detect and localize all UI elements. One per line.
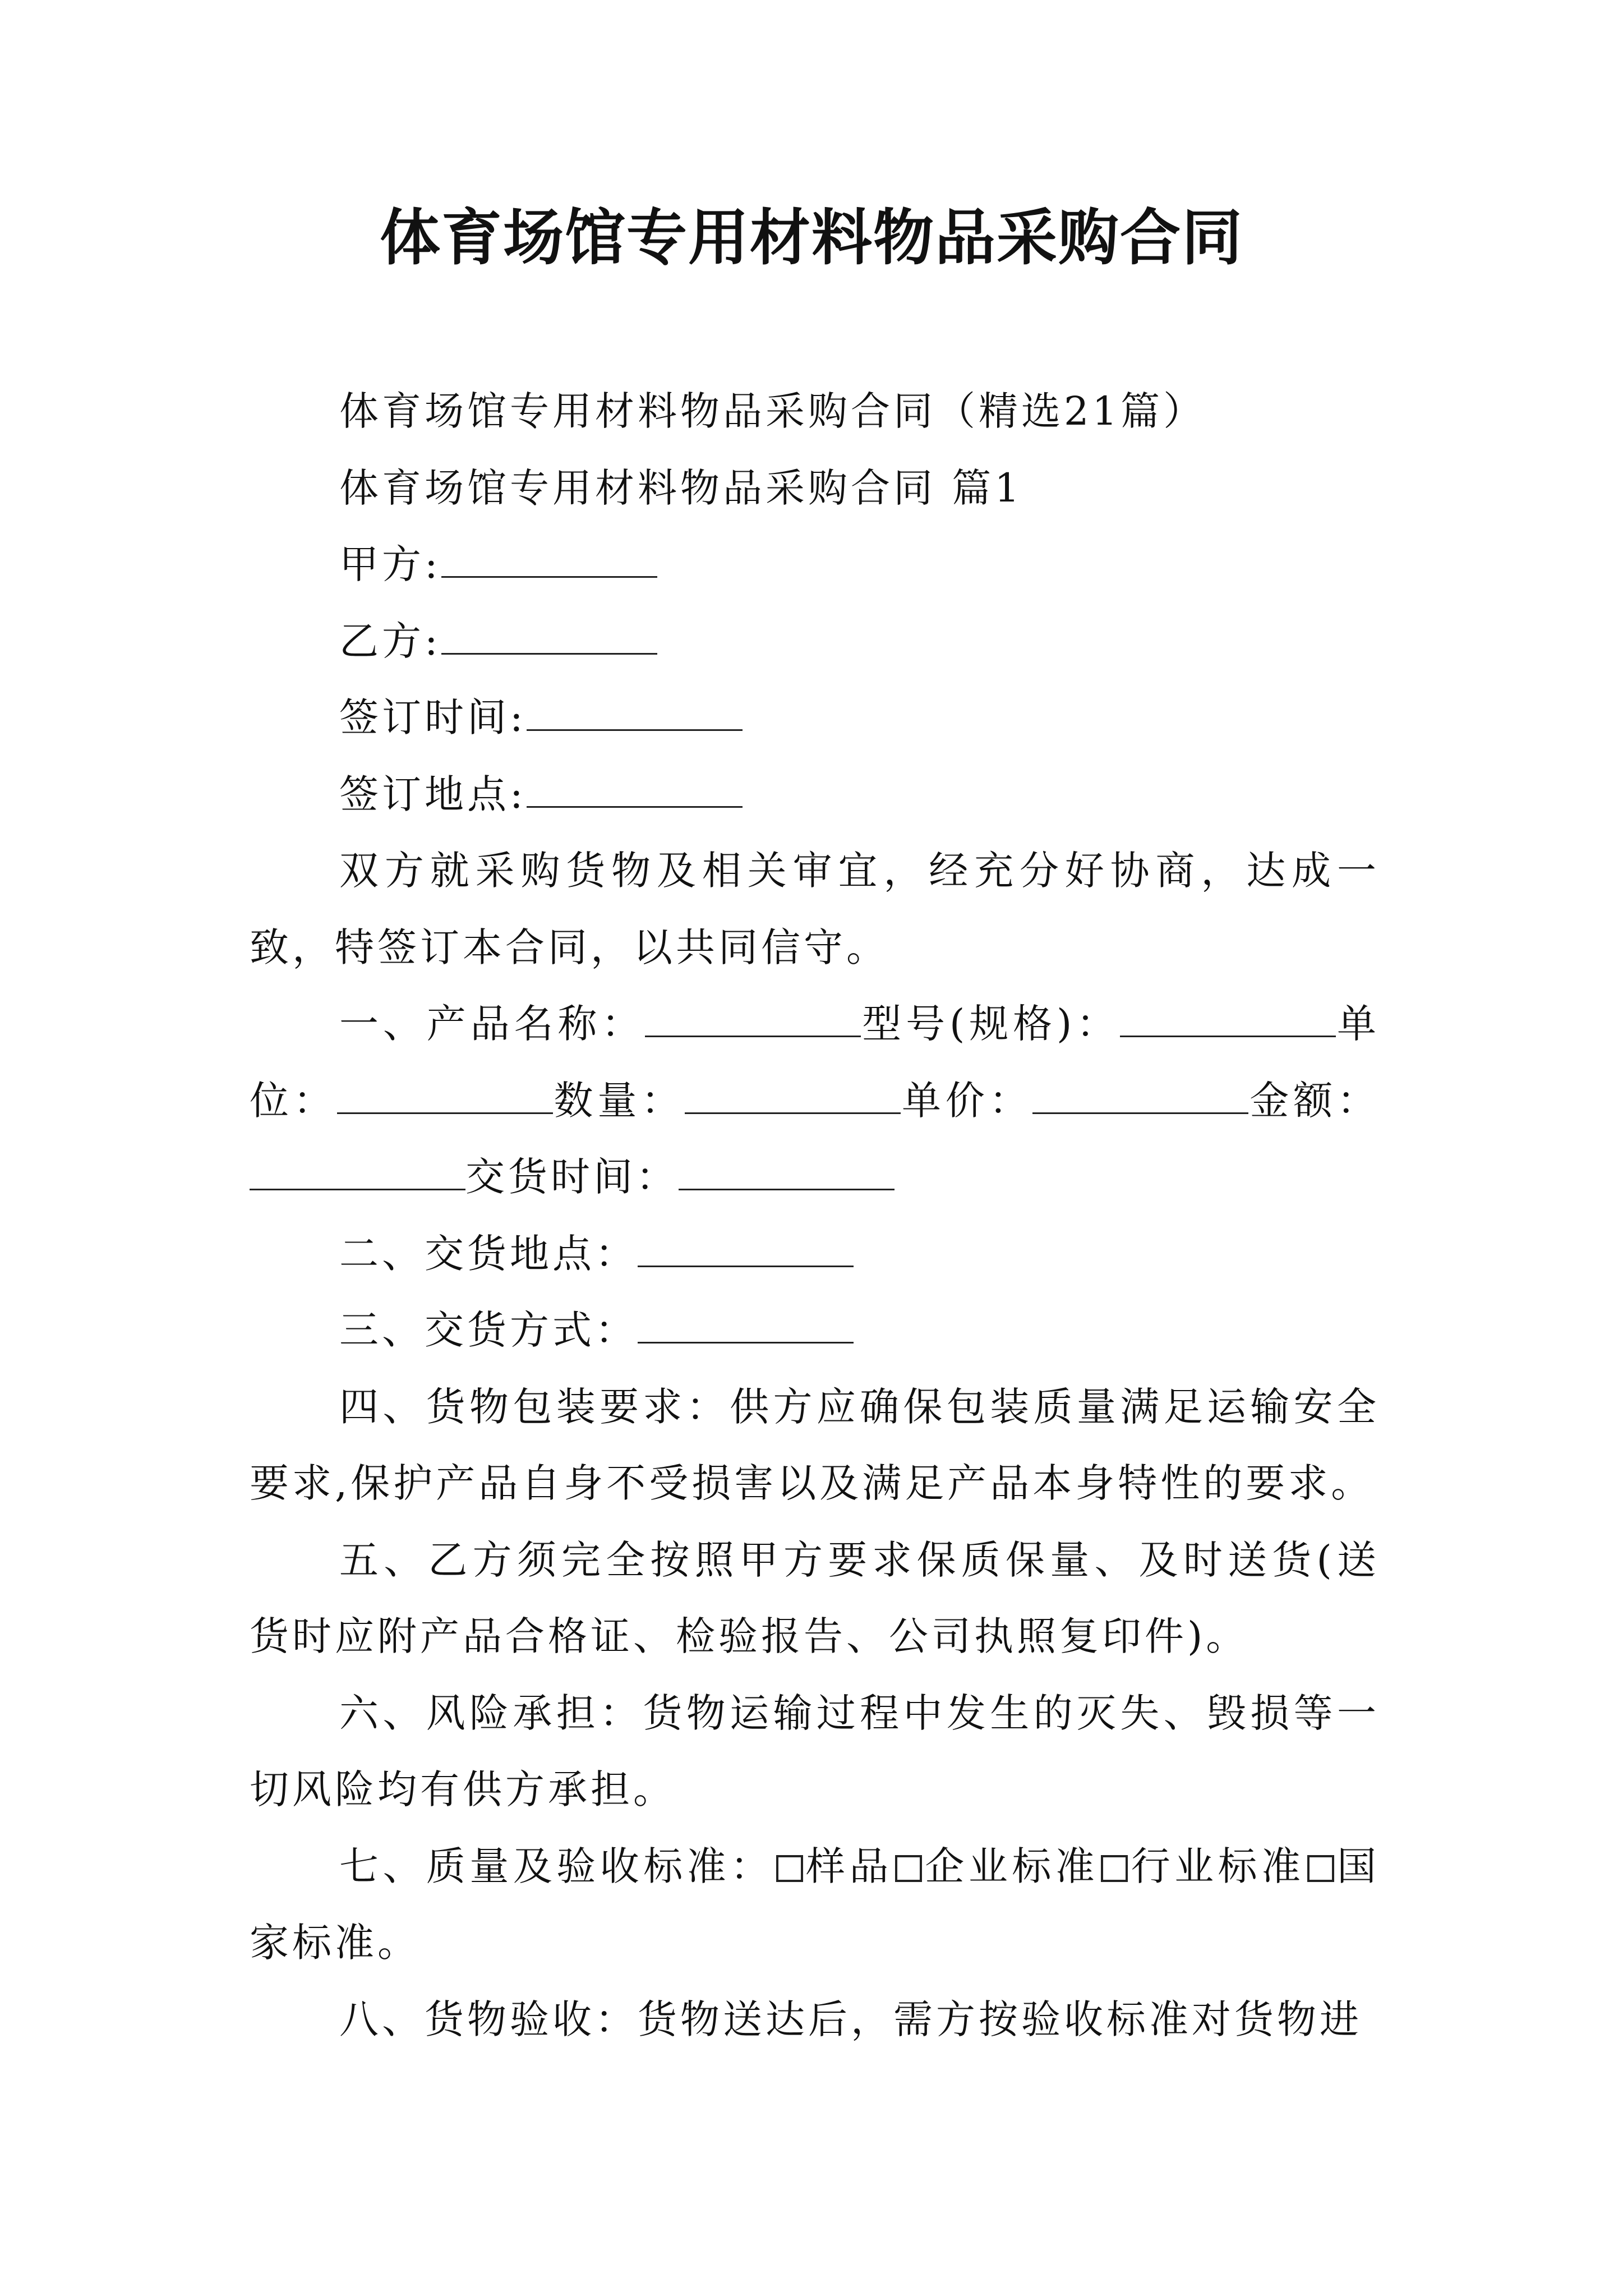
model-blank — [1120, 1003, 1336, 1037]
clause-6-paragraph: 六、风险承担：货物运输过程中发生的灭失、毁损等一切风险均有供方承担。 — [250, 1690, 1380, 1812]
unit-price-label: 单价： — [901, 1077, 1033, 1124]
party-b-line — [250, 603, 1380, 680]
section-heading: 体育场馆专用材料物品采购合同 篇1 — [339, 464, 1023, 511]
signing-place-blank — [527, 774, 743, 808]
national-standard-checkbox[interactable] — [1307, 1855, 1334, 1882]
unit-price-blank — [1032, 1080, 1248, 1114]
signing-place-label: 签订地点: — [339, 771, 527, 817]
clause-7-paragraph — [250, 1828, 1380, 1981]
quantity-label: 数量： — [552, 1077, 685, 1124]
signing-time-blank — [527, 697, 743, 731]
amount-blank — [250, 1156, 465, 1190]
delivery-place-label: 二、交货地点： — [339, 1230, 638, 1277]
national-standard-option: 国家标准。 — [250, 1843, 1380, 1966]
quality-standard-label: 七、质量及验收标准： — [339, 1843, 774, 1889]
delivery-place-blank — [638, 1233, 854, 1267]
party-b-blank — [441, 620, 657, 655]
industry-standard-option: 行业标准 — [1130, 1843, 1305, 1889]
clause-2-line — [250, 1216, 1380, 1292]
sample-checkbox[interactable] — [776, 1855, 803, 1882]
party-a-line — [250, 526, 1380, 603]
enterprise-standard-option: 企业标准 — [924, 1843, 1099, 1889]
clause-5-paragraph: 五、乙方须完全按照甲方要求保质保量、及时送货(送货时应附产品合格证、检验报告、公司执照复印件)。 — [250, 1536, 1380, 1659]
product-name-label: 一、产品名称： — [339, 1001, 645, 1047]
clause-1-paragraph — [250, 986, 1380, 1216]
document-title: 体育场馆专用材料物品采购合同 — [379, 203, 1243, 273]
preamble-paragraph: 双方就采购货物及相关审宜，经充分好协商，达成一致，特签订本合同，以共同信守。 — [250, 848, 1380, 970]
signing-time-line — [250, 679, 1380, 756]
industry-standard-checkbox[interactable] — [1101, 1855, 1128, 1882]
delivery-time-blank — [679, 1156, 895, 1190]
unit-label: 单位： — [250, 1001, 1380, 1124]
party-b-label: 乙方: — [339, 618, 441, 664]
party-a-label: 甲方: — [339, 541, 441, 587]
party-a-blank — [441, 544, 657, 578]
clause-8-paragraph: 八、货物验收：货物送达后，需方按验收标准对货物进 — [339, 1996, 1362, 2042]
enterprise-standard-checkbox[interactable] — [895, 1855, 922, 1882]
sample-option: 样品 — [805, 1843, 893, 1889]
quantity-blank — [685, 1080, 901, 1114]
delivery-method-label: 三、交货方式： — [339, 1307, 638, 1353]
model-label: 型号(规格)： — [861, 1001, 1121, 1047]
amount-label: 金额： — [1248, 1077, 1380, 1124]
clause-4-paragraph: 四、货物包装要求：供方应确保包装质量满足运输安全要求,保护产品自身不受损害以及满足产品本身特性的要求。 — [250, 1383, 1380, 1506]
signing-time-label: 签订时间: — [339, 694, 527, 740]
product-name-blank — [645, 1003, 861, 1037]
unit-blank — [337, 1080, 553, 1114]
intro-line: 体育场馆专用材料物品采购合同（精选21篇） — [339, 388, 1206, 434]
signing-place-line — [250, 756, 1380, 833]
delivery-time-label: 交货时间： — [465, 1154, 679, 1200]
clause-3-line — [250, 1292, 1380, 1369]
delivery-method-blank — [638, 1309, 854, 1343]
document-body — [250, 373, 1380, 2058]
